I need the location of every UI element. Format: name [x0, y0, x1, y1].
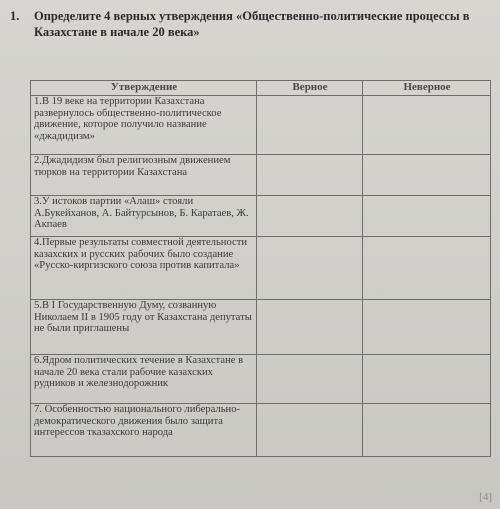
- question-text: Определите 4 верных утверждения «Общественно-политические процессы в Казахстане в начале 20 века»: [34, 9, 470, 39]
- table-row: [31, 237, 491, 300]
- table-header-row: [31, 81, 491, 96]
- false-answer-cell[interactable]: [363, 155, 491, 196]
- table-row: [31, 196, 491, 237]
- header-true: Верное: [257, 81, 363, 96]
- table-row: [31, 404, 491, 457]
- statement-cell: 7. Особенностью национального либерально-демократического движения было защита интерессов тказахского народа: [31, 404, 257, 457]
- false-answer-cell[interactable]: [363, 96, 491, 155]
- table-row: [31, 96, 491, 155]
- header-statement: Утверждение: [31, 81, 257, 96]
- true-answer-cell[interactable]: [257, 96, 363, 155]
- header-false: Неверное: [363, 81, 491, 96]
- table-row: [31, 300, 491, 355]
- statement-cell: 6.Ядром политических течение в Казахстане в начале 20 века стали рабочие казахских рудников и железнодорожник: [31, 355, 257, 404]
- table-row: [31, 155, 491, 196]
- table-row: [31, 355, 491, 404]
- true-answer-cell[interactable]: [257, 300, 363, 355]
- statement-cell: 3.У истоков партии «Алаш» стояли А.Букейханов, А. Байтурсынов, Б. Каратаев, Ж. Акпаев: [31, 196, 257, 237]
- true-answer-cell[interactable]: [257, 355, 363, 404]
- statement-cell: 4.Первые результаты совместной деятельности казахских и русских рабочих было создание «Русско-киргизского союза против капитала»: [31, 237, 257, 300]
- true-answer-cell[interactable]: [257, 196, 363, 237]
- statement-cell: 1.В 19 веке на территории Казахстана развернулось общественно-политическое движение, которое получило название «джадидизм»: [31, 96, 257, 155]
- false-answer-cell[interactable]: [363, 300, 491, 355]
- false-answer-cell[interactable]: [363, 404, 491, 457]
- false-answer-cell[interactable]: [363, 196, 491, 237]
- true-answer-cell[interactable]: [257, 404, 363, 457]
- question-heading: [10, 8, 490, 40]
- false-answer-cell[interactable]: [363, 355, 491, 404]
- false-answer-cell[interactable]: [363, 237, 491, 300]
- statement-cell: 5.В I Государственную Думу, созванную Николаем II в 1905 году от Казахстана депутаты не были приглашены: [31, 300, 257, 355]
- marks-label: [4]: [479, 491, 492, 503]
- question-number: 1.: [10, 9, 20, 23]
- statement-cell: 2.Джадидизм был религиозным движением тюрков на территории Казахстана: [31, 155, 257, 196]
- true-answer-cell[interactable]: [257, 155, 363, 196]
- true-answer-cell[interactable]: [257, 237, 363, 300]
- statements-table: [30, 80, 491, 457]
